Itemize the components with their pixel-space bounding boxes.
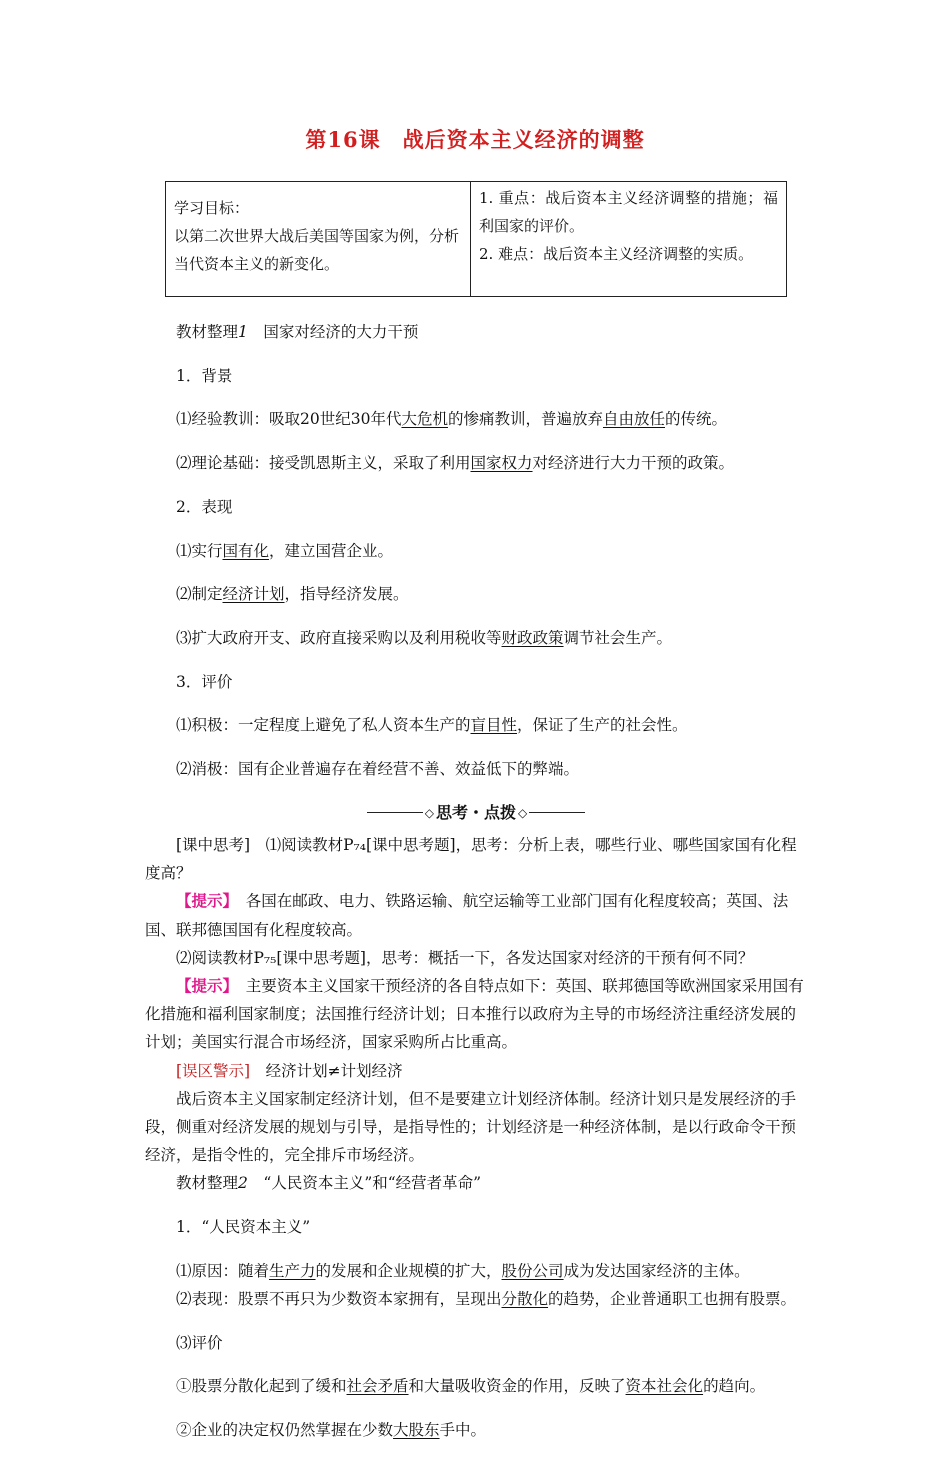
background-heading: 1．背景	[176, 366, 233, 385]
evaluation-item-1: ⑴积极：一定程度上避免了私人资本生产的盲目性，保证了生产的社会性。	[176, 716, 688, 735]
think-answer-2: 【提示】 主要资本主义国家干预经济的各自特点如下：英国、联邦德国等欧洲国家采用国有化措施和福利国家制度；法国推行经济计划；日本推行以政府为主导的市场经济注重经济发展的计划；美国实行混合市场经济，国家采购所占比重高。	[145, 975, 804, 1052]
lesson-title: 第16课 战后资本主义经济的调整	[305, 127, 645, 152]
section1-num: 1	[238, 323, 248, 341]
document-body	[145, 318, 807, 1460]
think-question-2: ⑵阅读教材P₇₅[课中思考题]，思考：概括一下，各发达国家对经济的干预有何不同？	[176, 948, 754, 967]
section1-heading	[145, 318, 807, 346]
think-answer-1: 【提示】 各国在邮政、电力、铁路运输、航空运输等工业部门国有化程度较高；英国、法国、联邦德国国有化程度较高。	[145, 891, 789, 939]
evaluation-item-2: ⑵消极：国有企业普遍存在着经营不善、效益低下的弊端。	[176, 760, 580, 779]
learning-goals-table	[165, 181, 787, 297]
performance-item-1: ⑴实行国有化，建立国营企业。	[176, 541, 394, 560]
evaluation-point-1: ①股票分散化起到了缓和社会矛盾和大量吸收资金的作用，反映了资本社会化的趋向。	[176, 1377, 766, 1396]
think-divider: ◇ 思考・点拨 ◇	[145, 799, 807, 827]
key-point: 1. 重点：战后资本主义经济调整的措施；福利国家的评价。	[479, 189, 778, 235]
performance-item-2: ⑵制定经济计划，指导经济发展。	[176, 585, 409, 604]
goals-right-cell	[471, 182, 786, 296]
goals-left-cell	[166, 182, 471, 296]
goals-text: 以第二次世界大战后美国等国家为例，分析当代资本主义的新变化。	[174, 227, 460, 273]
section1-prefix: 教材整理	[176, 323, 239, 341]
evaluation-subheading: ⑶评价	[176, 1333, 223, 1352]
misconception-warning: [误区警示] 经济计划≠计划经济	[176, 1061, 403, 1080]
people-capitalism-heading: 1．“人民资本主义”	[176, 1218, 311, 1237]
section1-title: 国家对经济的大力干预	[263, 323, 419, 341]
background-item-1: ⑴经验教训：吸取20世纪30年代大危机的惨痛教训，普遍放弃自由放任的传统。	[176, 410, 728, 429]
divider-label: 思考・点拨	[435, 802, 516, 822]
section2-heading: 教材整理2 “人民资本主义”和“经营者革命”	[176, 1174, 482, 1193]
evaluation-point-2: ②企业的决定权仍然掌握在少数大股东手中。	[176, 1421, 487, 1440]
think-question-1: [课中思考] ⑴阅读教材P₇₄[课中思考题]，思考：分析上表，哪些行业、哪些国家国有化程度高？	[145, 835, 797, 883]
misconception-text: 战后资本主义国家制定经济计划，但不是要建立计划经济体制。经济计划只是发展经济的手段，侧重对经济发展的规划与引导，是指导性的；计划经济是一种经济体制，是以行政命令干预经济，是指令性的，完全排斥市场经济。	[145, 1089, 797, 1165]
performance-item-3: ⑶扩大政府开支、政府直接采购以及利用税收等财政政策调节社会生产。	[176, 628, 673, 647]
goals-label: 学习目标：	[174, 199, 250, 217]
tip-label: 【提示】	[176, 975, 231, 995]
performance-heading: 2．表现	[176, 497, 233, 516]
reason-item: ⑴原因：随着生产力的发展和企业规模的扩大，股份公司成为发达国家经济的主体。	[176, 1261, 750, 1280]
performance-item: ⑵表现：股票不再只为少数资本家拥有，呈现出分散化的趋势，企业普通职工也拥有股票。	[176, 1289, 797, 1308]
evaluation-heading: 3．评价	[176, 672, 233, 691]
background-item-2: ⑵理论基础：接受凯恩斯主义，采取了利用国家权力对经济进行大力干预的政策。	[176, 454, 735, 473]
difficulty-point: 2. 难点：战后资本主义经济调整的实质。	[479, 245, 754, 263]
tip-label: 【提示】	[176, 891, 231, 911]
